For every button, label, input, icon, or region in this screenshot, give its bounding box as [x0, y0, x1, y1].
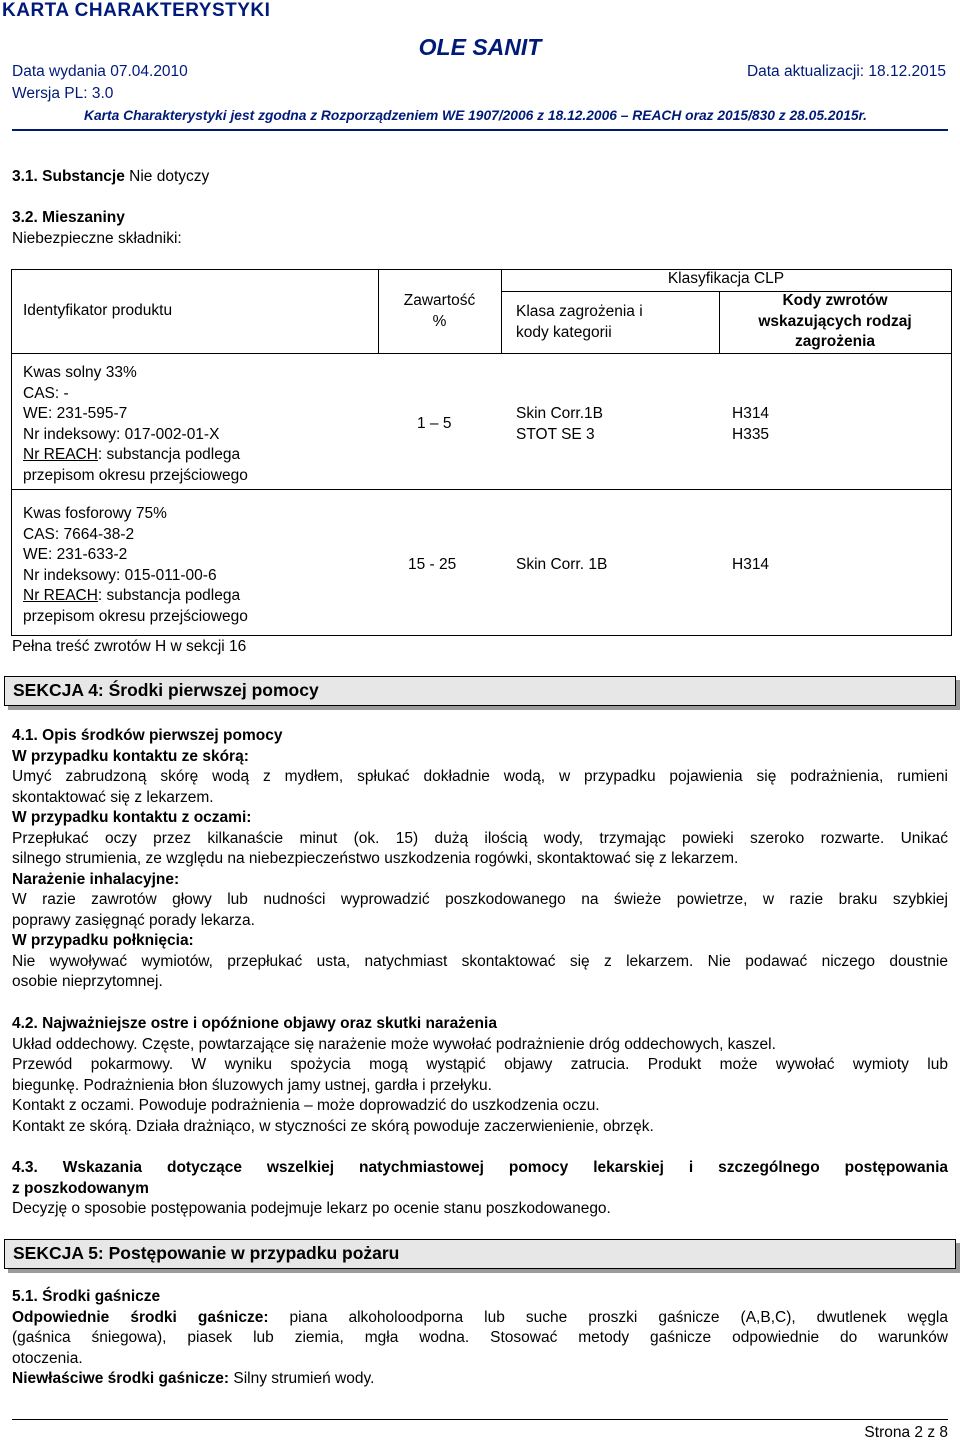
product-name: OLE SANIT: [418, 34, 542, 60]
header-product-identifier: Identyfikator produktu: [23, 302, 173, 319]
issue-date: Data wydania 07.04.2010: [12, 63, 188, 80]
header-clp: Klasyfikacja CLP: [667, 270, 785, 287]
section-4-3: 4.3. Wskazania dotyczące wszelkiej natychmiastowej pomocy lekarskiej i szczególnego postępowania z poszkodowanym Decyzję o sposobie postępowania podejmuje lekarz po ocenie stanu poszkodowanego.: [12, 1159, 948, 1217]
document-title: KARTA CHARAKTERYSTYKI: [2, 0, 271, 21]
section-5-1: 5.1. Środki gaśnicze Odpowiednie środki gaśnicze: piana alkoholoodporna lub suche proszki gaśnicze (A,B,C), dwutlenek węgla (gaśnica śniegowa), piasek lub ziemia, mgła wodna. Stosować metody gaśnicze odpowiednie do warunków otoczenia. Niewłaściwe środki gaśnicze: Silny strumień wody.: [12, 1288, 948, 1387]
section-3-1-value: Nie dotyczy: [129, 168, 210, 185]
section-5-header: [4, 1239, 956, 1269]
section-3-1-title: 3.1. Substancje: [12, 168, 125, 185]
hazard-class: Skin Corr. 1B: [516, 556, 608, 573]
hazard-class: Skin Corr.1B STOT SE 3: [516, 405, 604, 443]
content-range: 1 – 5: [417, 415, 452, 432]
table-row: Kwas fosforowy 75% CAS: 7664-38-2 WE: 231-633-2 Nr indeksowy: 015-011-00-6 Nr REACH: substancja podlega przepisom okresu przejściowego: [23, 505, 248, 625]
section-3-1: [12, 168, 209, 186]
table-row: Kwas solny 33% CAS: - WE: 231-595-7 Nr indeksowy: 017-002-01-X Nr REACH: substancja podlega przepisom okresu przejściowego: [23, 364, 248, 484]
section-5-title: SEKCJA 5: Postępowanie w przypadku pożaru: [13, 1243, 400, 1263]
section-4-2: 4.2. Najważniejsze ostre i opóźnione objawy oraz skutki narażenia Układ oddechowy. Częste, powtarzające się narażenie może wywołać podrażnienie dróg oddechowych, kaszel. Przewód pokarmowy. W wyniku spożycia mogą wystąpić objawy zatrucia. Produkt może wywołać wymioty lub biegunkę. Podrażnienia błon śluzowych jamy ustnej, gardła i przełyku. Kontakt z oczami. Powoduje podrażnienia – może doprowadzić do uszkodzenia oczu. Kontakt ze skórą. Działa drażniąco, w styczności ze skórą powoduje zaczerwienienie, obrzęk.: [12, 1015, 948, 1135]
header-divider: [12, 129, 948, 131]
hazardous-components-table: [11, 269, 952, 655]
content-range: 15 - 25: [408, 556, 457, 573]
update-date: Data aktualizacji: 18.12.2015: [746, 63, 946, 80]
section-3-2-title: 3.2. Mieszaniny: [12, 209, 125, 226]
table-note: Pełna treść zwrotów H w sekcji 16: [12, 638, 247, 655]
section-4-title: SEKCJA 4: Środki pierwszej pomocy: [13, 680, 319, 700]
section-3-2-subtitle: Niebezpieczne składniki:: [12, 230, 182, 247]
section-4-1: 4.1. Opis środków pierwszej pomocy W przypadku kontaktu ze skórą: Umyć zabrudzoną skórę wodą z mydłem, spłukać dokładnie wodą, w przypadku pojawienia się podrażnienia, rumieni skontaktować się z lekarzem. W przypadku kontaktu z oczami: Przepłukać oczy przez kilkanaście minut (ok. 15) dużą ilością wody, trzymając powieki szeroko rozwarte. Unikać silnego strumienia, ze względu na niebezpieczeństwo uszkodzenia rogówki, skontaktować się z lekarzem. Narażenie inhalacyjne: W razie zawrotów głowy lub nudności wyprowadzić poszkodowanego na świeże powietrze, w razie braku szybkiej poprawy zasięgnąć porady lekarza. W przypadku połknięcia: Nie wywoływać wymiotów, przepłukać usta, natychmiast skontaktować się z lekarzem. Nie podawać niczego doustnie osobie nieprzytomnej.: [12, 727, 948, 990]
header-hazard-class: Klasa zagrożenia i kody kategorii: [516, 303, 643, 341]
version: Wersja PL: 3.0: [12, 85, 114, 102]
header-hazard-codes: Kody zwrotów wskazujących rodzaj zagrożenia: [758, 292, 912, 350]
compliance-note: Karta Charakterystyki jest zgodna z Rozporządzeniem WE 1907/2006 z 18.12.2006 – REACH oraz 2015/830 z 28.05.2015r.: [84, 108, 867, 123]
section-4-header: [4, 676, 956, 706]
header-content: Zawartość %: [403, 292, 476, 330]
hazard-codes: H314 H335: [732, 405, 770, 443]
footer-divider: [12, 1419, 948, 1420]
hazard-codes: H314: [732, 556, 770, 573]
page-number: Strona 2 z 8: [864, 1424, 948, 1441]
